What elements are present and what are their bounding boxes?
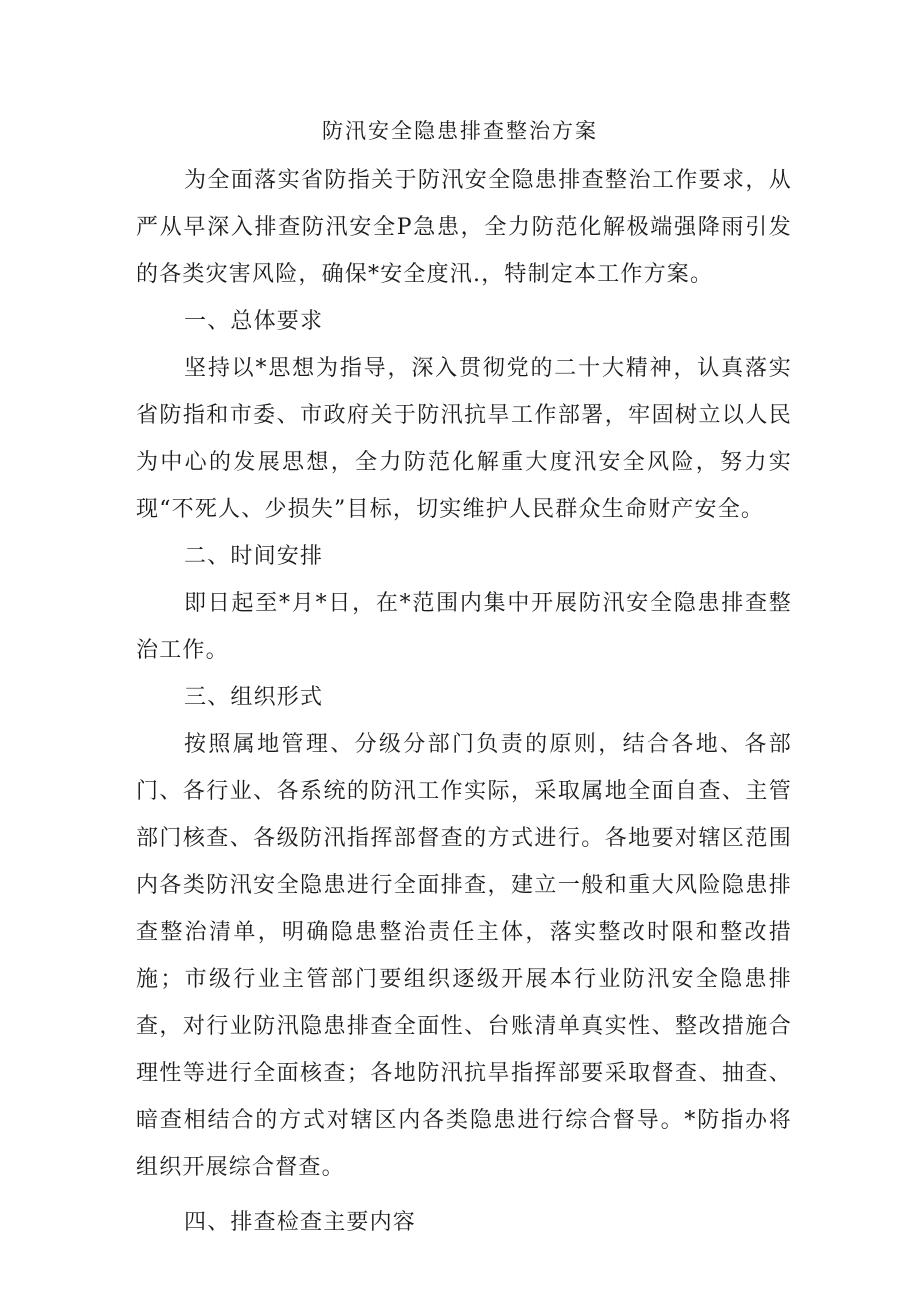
- document-body: [136, 157, 792, 1246]
- section-paragraph-2: 即日起至*月*日，在*范围内集中开展防汛安全隐患排查整治工作。: [136, 591, 792, 663]
- intro-paragraph: 为全面落实省防指关于防汛安全隐患排查整治工作要求，从严从早深入排查防汛安全P急患，全力防范化解极端强降雨引发的各类灾害风险，确保*安全度汛.，特制定本工作方案。: [136, 168, 792, 287]
- section-paragraph-1: 坚持以*思想为指导，深入贯彻党的二十大精神，认真落实省防指和市委、市政府关于防汛抗旱工作部署，牢固树立以人民为中心的发展思想，全力防范化解重大度汛安全风险，努力实现“不死人、少损失”目标，切实维护人民群众生命财产安全。: [136, 356, 792, 522]
- section-heading-3: 三、组织形式: [184, 685, 324, 710]
- document-title: 防汛安全隐患排查整治方案: [322, 119, 598, 143]
- section-heading-2: 二、时间安排: [184, 544, 324, 569]
- section-paragraph-3: 按照属地管理、分级分部门负责的原则，结合各地、各部门、各行业、各系统的防汛工作实际，采取属地全面自查、主管部门核查、各级防汛指挥部督查的方式进行。各地要对辖区范围内各类防汛安全隐患进行全面排查，建立一般和重大风险隐患排查整治清单，明确隐患整治责任主体，落实整改时限和整改措施；市级行业主管部门要组织逐级开展本行业防汛安全隐患排查，对行业防汛隐患排查全面性、台账清单真实性、整改措施合理性等进行全面核查；各地防汛抗旱指挥部要采取督查、抽查、暗查相结合的方式对辖区内各类隐患进行综合督导。*防指办将组织开展综合督查。: [136, 732, 792, 1180]
- section-heading-4: 四、排查检查主要内容: [184, 1210, 417, 1235]
- section-heading-1: 一、总体要求: [184, 309, 324, 334]
